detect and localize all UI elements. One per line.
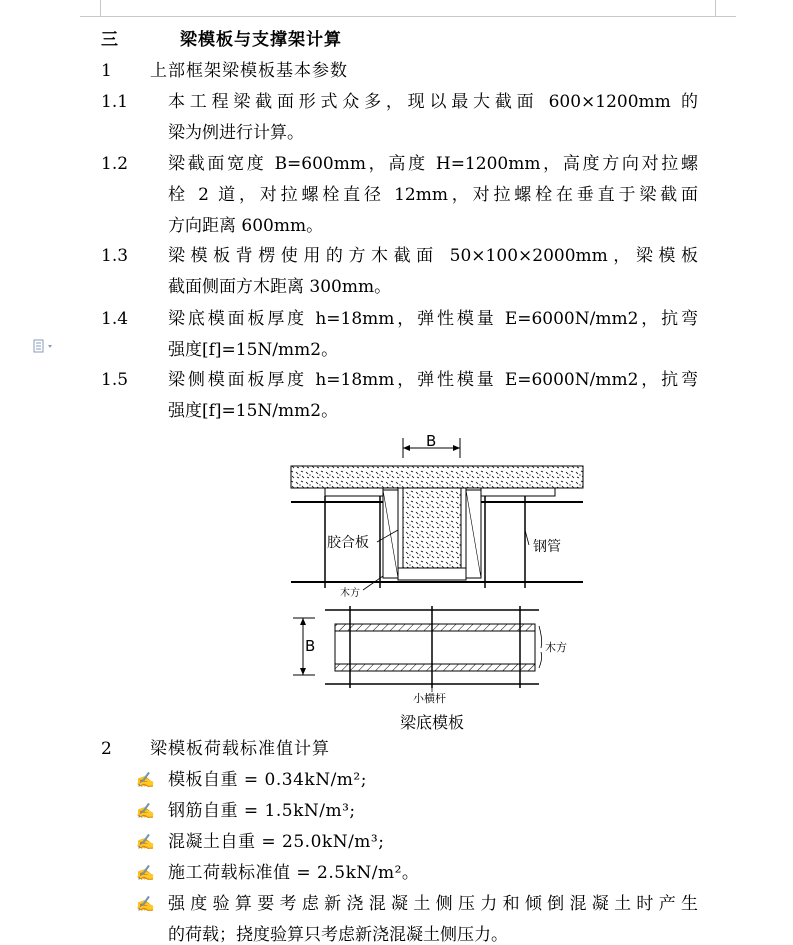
- header-margin-mark-right: [714, 16, 736, 17]
- subsection-title: 梁模板荷载标准值计算: [150, 739, 330, 759]
- item-line: 本工程梁截面形式众多，现以最大截面 600×1200mm 的: [168, 92, 698, 112]
- item-line: 截面侧面方木距离 300mm。: [168, 277, 392, 297]
- bullet-pen-icon: ✍: [136, 864, 155, 882]
- item-number: 1.4: [101, 309, 129, 329]
- bullet-text: 模板自重 = 0.34kN/m²;: [168, 770, 367, 790]
- bullet-pen-icon: ✍: [136, 771, 155, 789]
- beam-bottom-plan: [293, 606, 567, 705]
- item-line: 梁模板背楞使用的方木截面 50×100×2000mm，梁模板: [168, 246, 698, 266]
- page-header-border: [100, 0, 716, 17]
- item-number: 1.1: [101, 92, 129, 112]
- subsection-number: 2: [101, 739, 112, 759]
- bullet-text: 钢筋自重 = 1.5kN/m³;: [168, 801, 356, 821]
- item-number: 1.2: [101, 154, 129, 174]
- label-b-side: B: [305, 637, 316, 655]
- section-number: 三: [101, 30, 118, 50]
- item-number: 1.3: [101, 246, 129, 266]
- paragraph-options-icon[interactable]: [33, 339, 55, 355]
- bullet-text: 的荷载；挠度验算只考虑新浇混凝土侧压力。: [168, 925, 508, 945]
- section-title: 梁模板与支撑架计算: [180, 30, 342, 50]
- label-plywood: 胶合板: [327, 535, 369, 551]
- item-line: 强度[f]=15N/mm2。: [168, 401, 339, 421]
- bullet-text: 强度验算要考虑新浇混凝土侧压力和倾倒混凝土时产生: [168, 894, 698, 914]
- bullet-pen-icon: ✍: [136, 802, 155, 820]
- item-line: 梁为例进行计算。: [168, 123, 304, 143]
- dimension-b-top: [403, 432, 460, 458]
- header-margin-mark-left: [80, 16, 100, 17]
- bullet-text: 施工荷载标准值 = 2.5kN/m²。: [168, 863, 420, 883]
- label-timber: 木方: [340, 588, 360, 599]
- item-line: 梁截面宽度 B=600mm，高度 H=1200mm，高度方向对拉螺: [168, 154, 698, 174]
- label-steel-pipe: 钢管: [533, 539, 561, 555]
- subsection-number: 1: [101, 61, 112, 81]
- item-number: 1.5: [101, 370, 129, 390]
- item-line: 强度[f]=15N/mm2。: [168, 340, 339, 360]
- subsection-title: 上部框架梁模板基本参数: [150, 61, 348, 81]
- concrete-beam: [403, 488, 461, 568]
- label-small-bar: 小横杆: [413, 692, 446, 705]
- bullet-pen-icon: ✍: [136, 833, 155, 851]
- bullet-text: 混凝土自重 = 25.0kN/m³;: [168, 832, 385, 852]
- figure-caption: 梁底模板: [400, 713, 465, 732]
- item-line: 栓 2 道，对拉螺栓直径 12mm，对拉螺栓在垂直于梁截面: [168, 185, 698, 205]
- bullet-pen-icon: ✍: [136, 895, 155, 913]
- item-line: 方向距离 600mm。: [168, 216, 324, 236]
- label-timber-right: 木方: [545, 641, 567, 654]
- item-line: 梁侧模面板厚度 h=18mm，弹性模量 E=6000N/mm2，抗弯: [168, 370, 698, 390]
- concrete-slab: [291, 466, 583, 488]
- label-b-top: B: [426, 432, 437, 450]
- beam-formwork-figure: [285, 430, 590, 710]
- item-line: 梁底模面板厚度 h=18mm，弹性模量 E=6000N/mm2，抗弯: [168, 309, 698, 329]
